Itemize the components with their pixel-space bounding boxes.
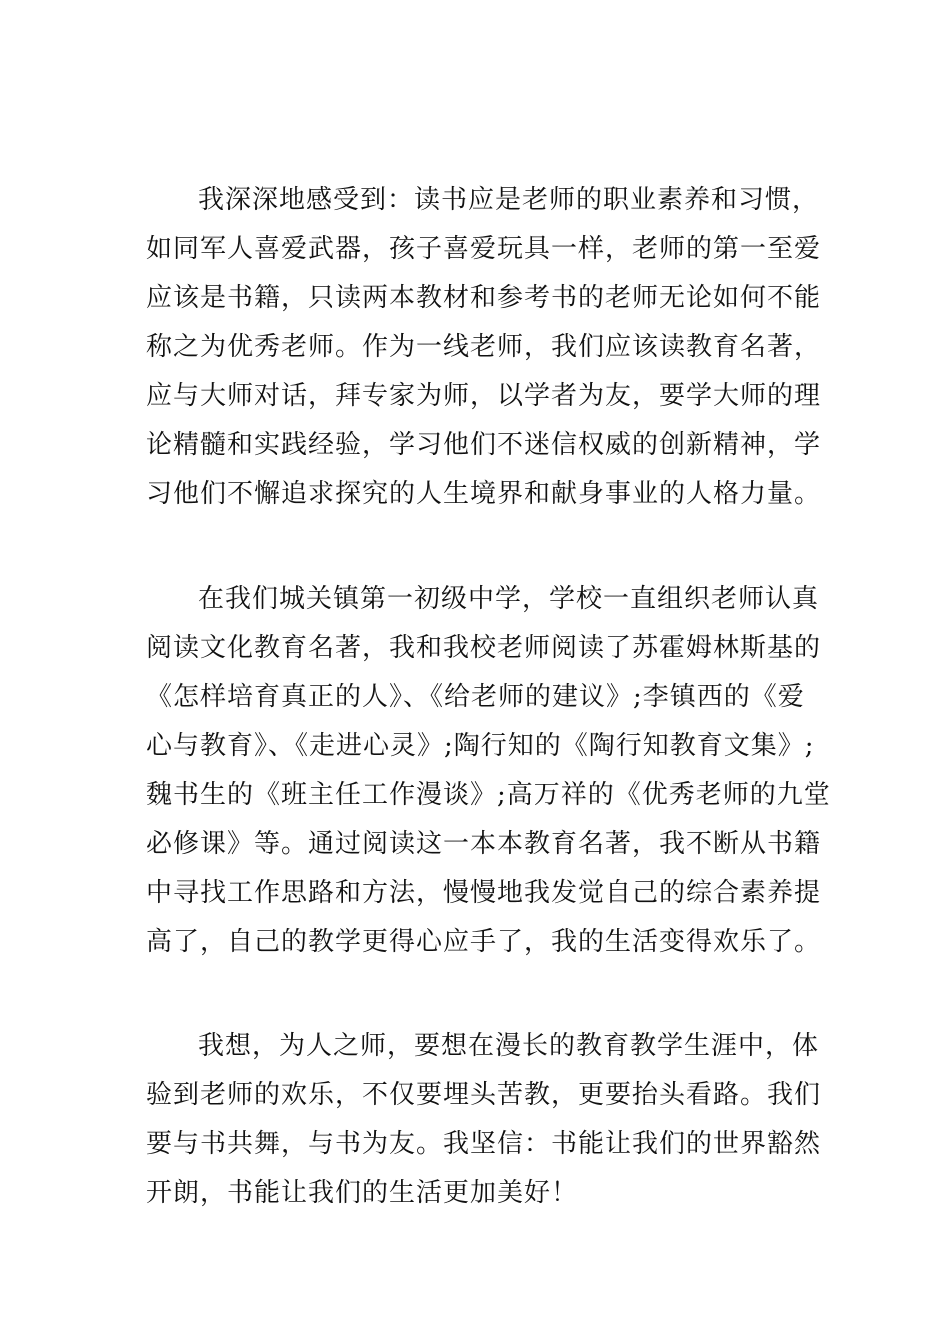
- paragraph-line: 验到老师的欢乐，不仅要埋头苦教，更要抬头看路。我们: [146, 1080, 822, 1110]
- paragraph-line: 必修课》等。通过阅读这一本本教育名著，我不断从书籍: [146, 829, 822, 859]
- paragraph-3: [146, 1022, 822, 1218]
- paragraph-line: 我想，为人之师，要想在漫长的教育教学生涯中，体: [198, 1031, 820, 1061]
- paragraph-line: 我深深地感受到：读书应是老师的职业素养和习惯，: [198, 185, 820, 215]
- paragraph-line: 中寻找工作思路和方法，慢慢地我发觉自己的综合素养提: [146, 878, 822, 908]
- paragraph-line: 阅读文化教育名著，我和我校老师阅读了苏霍姆林斯基的: [146, 633, 822, 663]
- paragraph-line: 《怎样培育真正的人》、《给老师的建议》;李镇西的《爱: [146, 682, 805, 712]
- paragraph-line: 高了，自己的教学更得心应手了，我的生活变得欢乐了。: [146, 927, 822, 957]
- paragraph-line: 要与书共舞，与书为友。我坚信：书能让我们的世界豁然: [146, 1129, 822, 1159]
- paragraph-line: 魏书生的《班主任工作漫谈》;高万祥的《优秀老师的九堂: [146, 780, 831, 810]
- paragraph-line: 应该是书籍，只读两本教材和参考书的老师无论如何不能: [146, 283, 822, 313]
- paragraph-line: 称之为优秀老师。作为一线老师，我们应该读教育名著，: [146, 332, 822, 362]
- paragraph-line: 论精髓和实践经验，学习他们不迷信权威的创新精神，学: [146, 430, 822, 460]
- paragraph-line: 习他们不懈追求探究的人生境界和献身事业的人格力量。: [146, 479, 822, 509]
- paragraph-line: 心与教育》、《走进心灵》;陶行知的《陶行知教育文集》;: [146, 731, 815, 761]
- paragraph-line: 开朗，书能让我们的生活更加美好！: [146, 1178, 579, 1208]
- paragraph-line: 如同军人喜爱武器，孩子喜爱玩具一样，老师的第一至爱: [146, 234, 822, 264]
- paragraph-2: [146, 575, 831, 967]
- paragraph-1: [146, 176, 822, 519]
- paragraph-line: 在我们城关镇第一初级中学，学校一直组织老师认真: [198, 584, 820, 614]
- paragraph-line: 应与大师对话，拜专家为师，以学者为友，要学大师的理: [146, 381, 822, 411]
